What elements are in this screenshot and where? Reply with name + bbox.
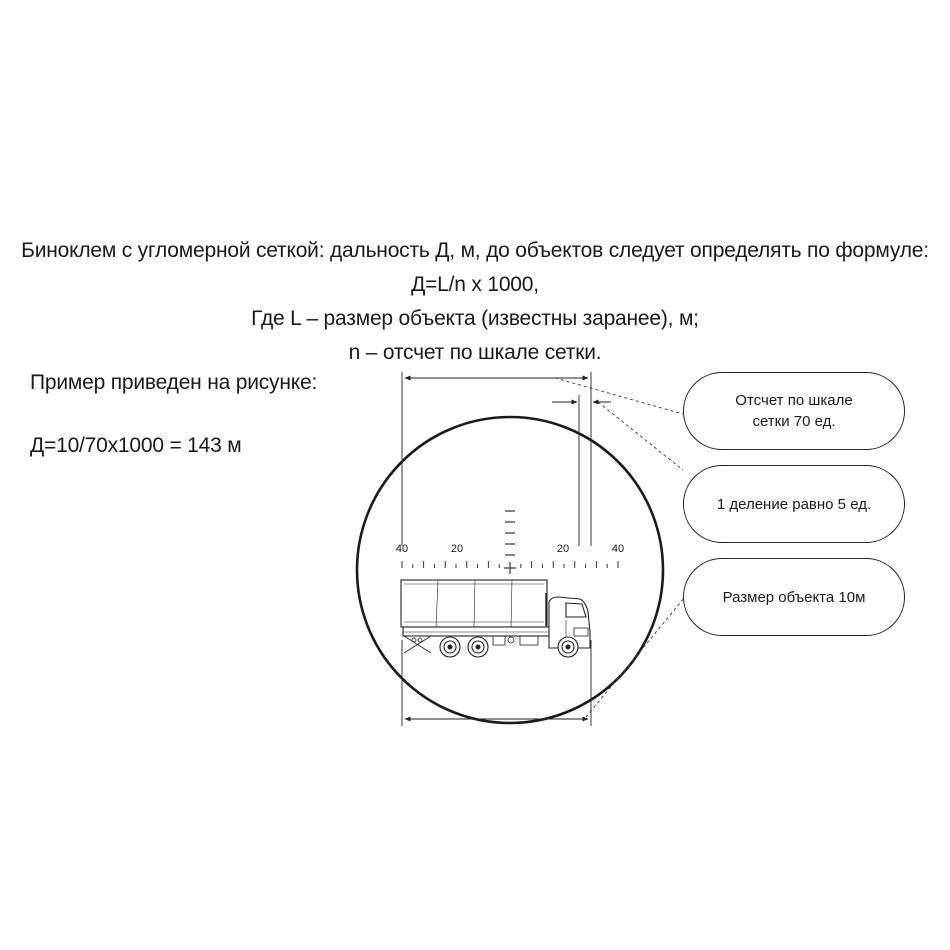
example-label: Пример приведен на рисунке: <box>30 371 318 394</box>
scale-label-left-20: 20 <box>450 543 464 555</box>
heading-formula: Д=L/n x 1000, <box>411 273 539 296</box>
callout-object-size-text: Размер объекта 10м <box>722 588 866 606</box>
scale-label-right-20: 20 <box>556 543 570 555</box>
callout-reading <box>683 372 905 450</box>
scale-label-left-40: 40 <box>395 543 409 555</box>
heading-line-1: Биноклем с угломерной сеткой: дальность Д, м, до объектов следует определять по формуле: <box>21 239 929 262</box>
heading-line-4: n – отсчет по шкале сетки. <box>348 341 602 364</box>
callout-object-size <box>683 558 905 636</box>
heading-line-3: Где L – размер объекта (известны заранее), м; <box>251 307 699 330</box>
callout-division <box>683 465 905 543</box>
scale-label-right-40: 40 <box>611 543 625 555</box>
example-formula: Д=10/70х1000 = 143 м <box>30 434 242 457</box>
truck-illustration <box>401 580 590 657</box>
callout-reading-text: Отсчет по шкале сетки 70 ед. <box>735 392 853 430</box>
truck-chassis <box>403 627 551 636</box>
callout-division-text: 1 деление равно 5 ед. <box>716 495 872 513</box>
vertical-reticle-ticks <box>505 511 515 555</box>
